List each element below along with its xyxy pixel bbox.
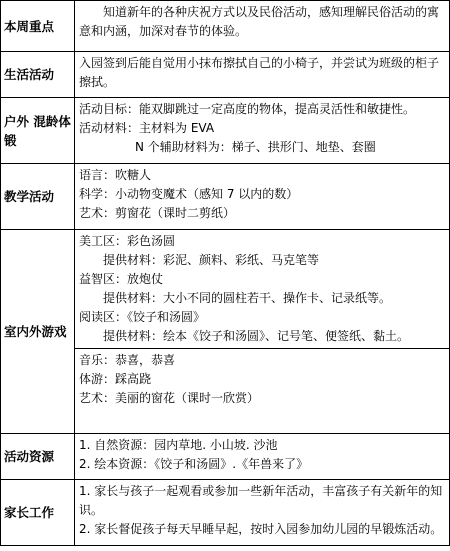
outdoor-goal: 活动目标：能双脚跳过一定高度的物体，提高灵活性和敏捷性。	[79, 102, 416, 116]
resource-item: 2. 绘本资源：《饺子和汤圆》.《年兽来了》	[79, 457, 309, 471]
parent-item: 2. 家长督促孩子每天早睡早起，按时入园参加幼儿园的早锻炼活动。	[79, 522, 443, 536]
label-outdoor: 户外 混龄体锻	[1, 98, 75, 164]
games-other	[75, 348, 449, 408]
puzzle-area: 益智区：放炮仗	[79, 272, 164, 286]
row-teach	[1, 164, 450, 230]
outdoor-material: 活动材料：主材料为 EVA	[79, 121, 215, 135]
row-parents	[1, 480, 450, 546]
resource-item: 1. 自然资源：园内草地. 小山坡. 沙池	[79, 438, 278, 452]
label-focus: 本周重点	[1, 1, 75, 52]
row-outdoor	[1, 98, 450, 164]
label-teach: 教学活动	[1, 164, 75, 230]
teach-item: 语言：吹糖人	[79, 168, 152, 182]
row-resources	[1, 434, 450, 480]
row-life	[1, 52, 450, 98]
music-item: 音乐：恭喜，恭喜	[79, 353, 176, 367]
label-games: 室内外游戏	[1, 230, 75, 434]
row-focus	[1, 1, 450, 52]
row-games	[1, 230, 450, 434]
teach-item: 艺术：剪窗花（课时二剪纸）	[79, 206, 236, 220]
parent-item: 1. 家长与孩子一起观看或参加一些新年活动，丰富孩子有关新年的知识。	[79, 484, 443, 517]
focus-text: 知道新年的各种庆祝方式以及民俗活动，感知理解民俗活动的寓意和内涵，加深对春节的体验。	[79, 5, 440, 38]
read-material: 提供材料：绘本《饺子和汤圆》、记号笔、便签纸、黏土。	[103, 329, 410, 343]
art-material: 提供材料：彩泥、颜料、彩纸、马克笔等	[103, 253, 320, 267]
art-area: 美工区：彩色汤圆	[79, 234, 176, 248]
label-parents: 家长工作	[1, 480, 75, 546]
teach-item: 科学：小动物变魔术（感知 7 以内的数）	[79, 187, 299, 201]
art-item: 艺术：美丽的窗花（课时一欣赏）	[79, 391, 260, 405]
outdoor-aux: N 个辅助材料为：梯子、拱形门、地垫、套圈	[135, 140, 376, 154]
life-text: 入园签到后能自觉用小抹布擦拭自己的小椅子，并尝试为班级的柜子擦拭。	[79, 56, 440, 89]
label-life: 生活活动	[1, 52, 75, 98]
label-resources: 活动资源	[1, 434, 75, 480]
puzzle-material: 提供材料：大小不同的圆柱若干、操作卡、记录纸等。	[103, 291, 392, 305]
read-area: 阅读区：《饺子和汤圆》	[79, 310, 206, 324]
pe-item: 体游：踩高跷	[79, 372, 152, 386]
